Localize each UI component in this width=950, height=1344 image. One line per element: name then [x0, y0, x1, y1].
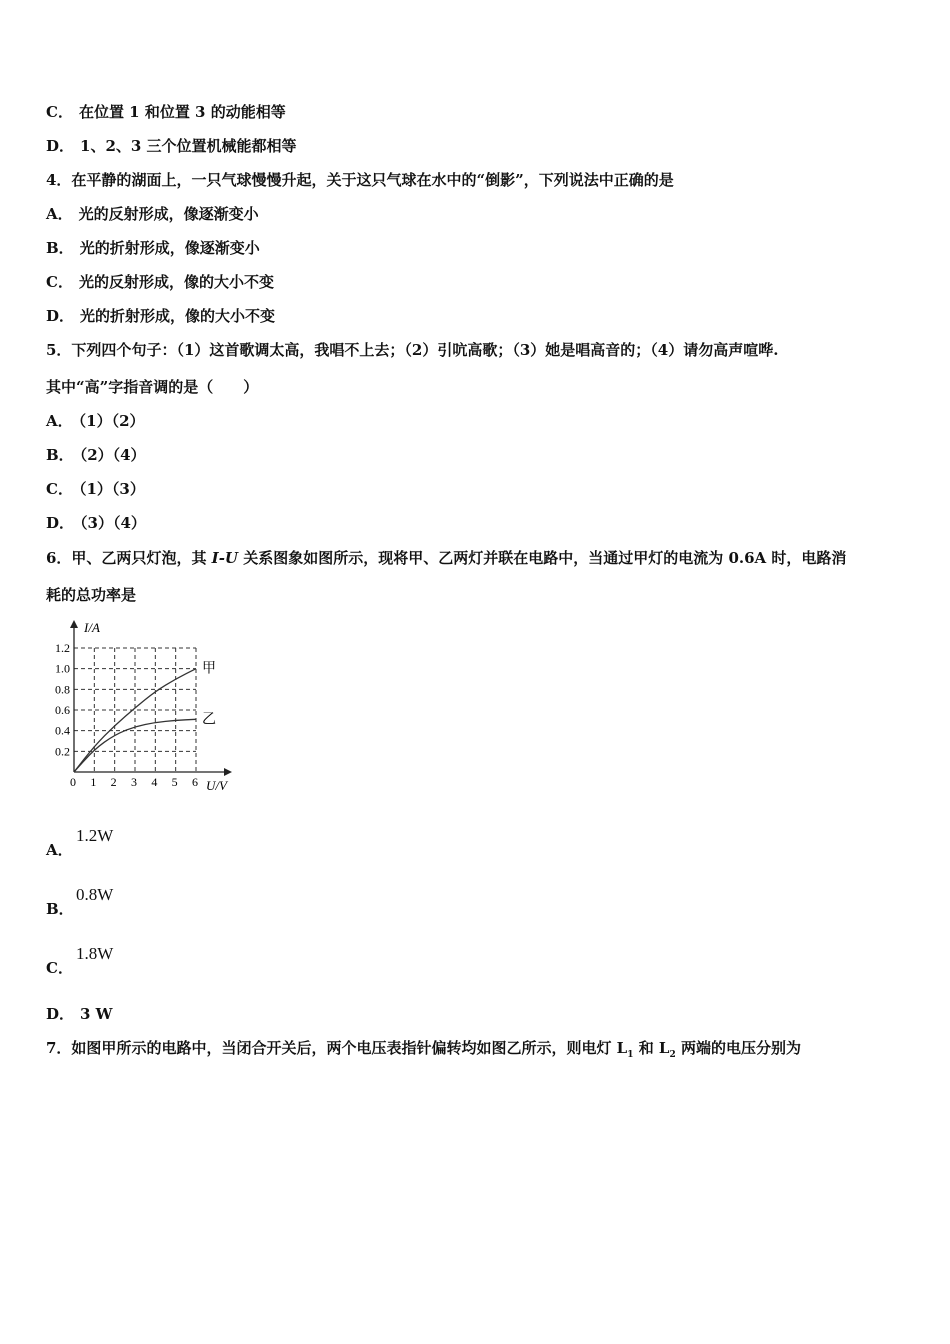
x-tick-label: 6 [192, 775, 198, 789]
option-label: C． [46, 273, 73, 291]
x-tick-label: 0 [70, 775, 76, 789]
q5-option-a [46, 411, 145, 431]
series-label: 甲 [202, 661, 216, 677]
x-tick-label: 2 [110, 775, 117, 789]
graph-curves [74, 661, 216, 772]
x-axis-label: U/V [206, 778, 227, 793]
question-5: 5．下列四个句子：（1）这首歌调太高，我唱不上去；（2）引吭高歌；（3）她是唱高音的；（4）请勿高声喧哗. [46, 341, 779, 359]
y-tick-label: 0.2 [55, 744, 70, 759]
option-label: D． [46, 307, 75, 325]
option-text: 光的反射形成，像的大小不变 [78, 273, 274, 291]
q4-option-c [46, 272, 274, 292]
y-tick-label: 1.2 [55, 641, 70, 655]
iu-graph [44, 616, 244, 800]
question-7 [46, 1038, 801, 1065]
series-curve-yi [74, 719, 196, 772]
q5-option-d [46, 513, 146, 533]
q7-text-pre: 7．如图甲所示的电路中，当闭合开关后，两个电压表指针偏转均如图乙所示，则电灯 L [46, 1039, 628, 1057]
question-6-cont: 耗的总功率是 [46, 586, 137, 604]
y-axis-label: I/A [84, 620, 100, 635]
option-text: 光的反射形成，像逐渐变小 [78, 205, 259, 223]
y-tick-label: 1.0 [55, 661, 70, 676]
option-label: B． [46, 446, 74, 464]
q6-option-d [46, 1004, 113, 1024]
y-tick-label: 0.6 [55, 703, 70, 717]
series-label: 乙 [202, 712, 216, 728]
x-tick-label: 3 [131, 775, 137, 789]
q7-sub-1: 1 [627, 1050, 634, 1060]
option-label: D． [46, 1005, 75, 1023]
question-5-cont: 其中“高”字指音调的是（ ） [46, 378, 259, 396]
q4-option-d [46, 306, 275, 326]
question-6 [46, 548, 846, 568]
option-text: 3 W [80, 1005, 113, 1023]
y-tick-label: 0.4 [55, 723, 70, 738]
q4-option-b [46, 238, 260, 258]
q6-option-b [46, 899, 80, 919]
option-label: A． [46, 841, 73, 859]
option-text: 在位置 1 和位置 3 的动能相等 [78, 103, 286, 121]
q6-iu: I-U [211, 549, 238, 567]
q6-text-post: 关系图象如图所示，现将甲、乙两灯并联在电路中，当通过甲灯的电流为 0.6A 时，电路消 [238, 549, 847, 567]
option-d-line [46, 136, 297, 156]
x-tick-label: 5 [171, 775, 178, 789]
q6-option-a-value: 1.2W [76, 826, 114, 845]
option-label: C． [46, 103, 73, 121]
q6-option-c [46, 958, 79, 978]
x-tick-label: 1 [90, 775, 97, 789]
option-c-line [46, 102, 286, 122]
q6-option-c-value: 1.8W [76, 944, 114, 963]
option-label: C． [46, 480, 73, 498]
option-label: A． [46, 205, 73, 223]
option-label: D． [46, 137, 75, 155]
graph-grid [74, 648, 196, 772]
q6-text-pre: 6．甲、乙两只灯泡，其 [46, 549, 212, 567]
option-text: 光的折射形成，像逐渐变小 [79, 239, 260, 257]
option-text: （1）（2） [78, 412, 145, 430]
q6-option-b-value: 0.8W [76, 885, 114, 904]
question-4: 4．在平静的湖面上，一只气球慢慢升起，关于这只气球在水中的“倒影”，下列说法中正确的是 [46, 171, 674, 189]
q4-option-a [46, 204, 259, 224]
option-label: C． [46, 959, 73, 977]
option-text: （1）（3） [78, 480, 145, 498]
option-text: （2）（4） [79, 446, 146, 464]
q5-option-b [46, 445, 146, 465]
q5-option-c [46, 479, 145, 499]
option-label: B． [46, 900, 74, 918]
option-label: D． [46, 514, 75, 532]
option-label: A． [46, 412, 73, 430]
q6-option-a [46, 840, 79, 860]
option-text: 1、2、3 三个位置机械能都相等 [80, 137, 297, 155]
option-text: 光的折射形成，像的大小不变 [80, 307, 276, 325]
option-text: （3）（4） [80, 514, 146, 532]
q7-sub-2: 2 [669, 1050, 676, 1060]
option-label: B． [46, 239, 74, 257]
y-tick-label: 0.8 [55, 682, 70, 697]
x-tick-label: 4 [151, 775, 158, 789]
q7-text-post: 两端的电压分别为 [675, 1039, 801, 1057]
q7-text-mid: 和 L [633, 1039, 670, 1057]
